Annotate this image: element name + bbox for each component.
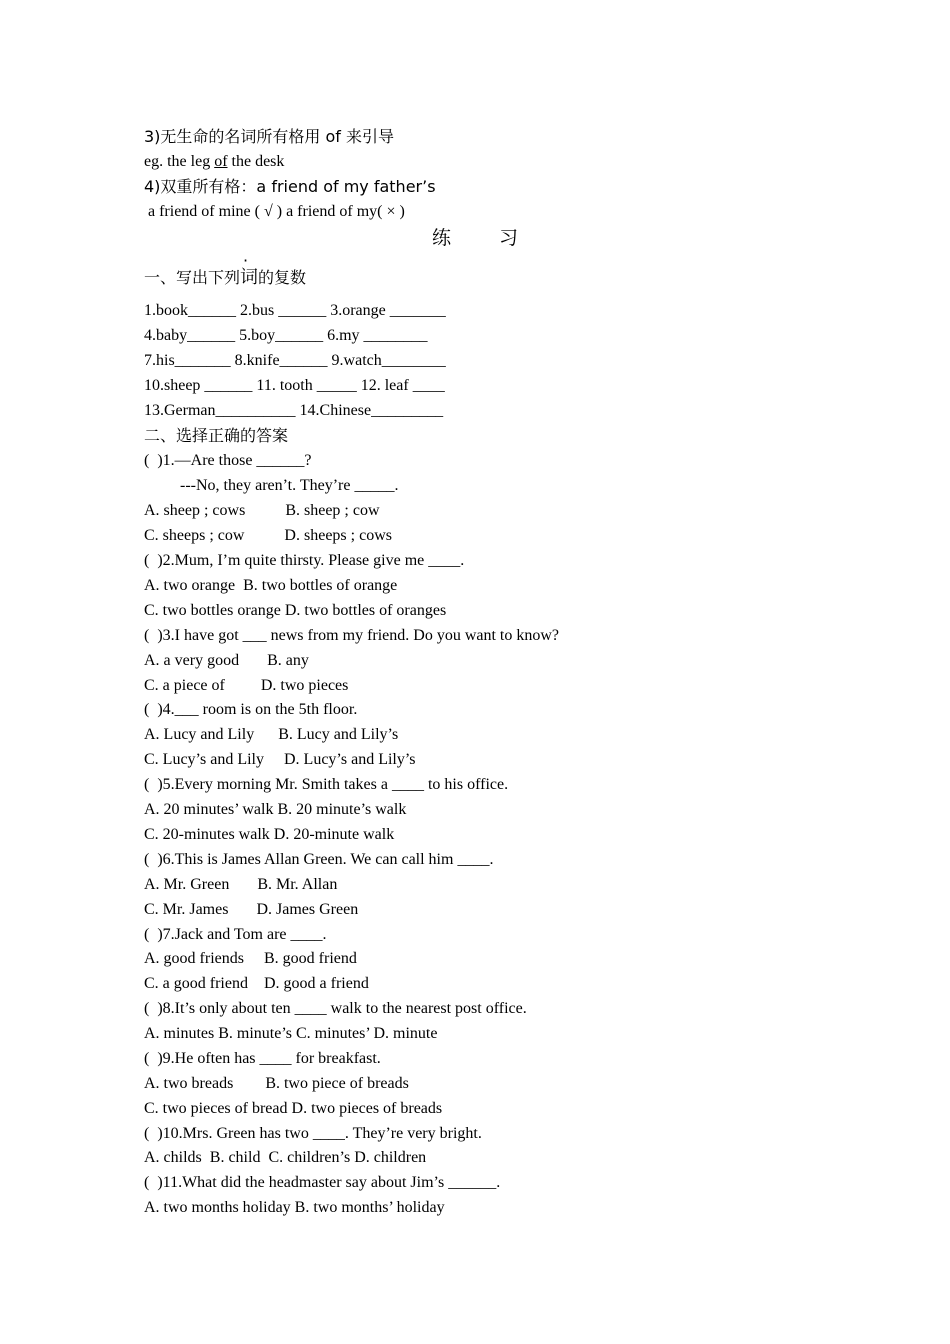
option-line: C. a good friend D. good a friend <box>144 975 369 992</box>
question-line: ( )5.Every morning Mr. Smith takes a ____ to his office. <box>144 776 509 793</box>
option-line: A. Lucy and Lily B. Lucy and Lily’s <box>144 726 399 743</box>
question-line: ( )10.Mrs. Green has two ____. They’re very bright. <box>144 1125 482 1142</box>
option-line: A. two months holiday B. two months’ holiday <box>144 1199 445 1216</box>
option-line: A. childs B. child C. children’s D. children <box>144 1149 427 1166</box>
option-line: C. a piece of D. two pieces <box>144 677 349 694</box>
note-4: 4)双重所有格：a friend of my father’s <box>144 177 436 196</box>
exercise-title-char-2: 习 <box>499 227 519 249</box>
option-line: A. minutes B. minute’s C. minutes’ D. minute <box>144 1025 438 1042</box>
note-3-example-pre: eg. the leg <box>144 153 215 170</box>
option-line: C. Mr. James D. James Green <box>144 901 359 918</box>
option-line: C. sheeps ; cow D. sheeps ; cows <box>144 527 392 544</box>
exercise-title <box>0 226 950 251</box>
option-line: A. two orange B. two bottles of orange <box>144 577 398 594</box>
question-line: ( )3.I have got ___ news from my friend. Do you want to know? <box>144 627 560 644</box>
option-line: C. 20-minutes walk D. 20-minute walk <box>144 826 395 843</box>
option-line: A. good friends B. good friend <box>144 950 357 967</box>
option-line: C. Lucy’s and Lily D. Lucy’s and Lily’s <box>144 751 416 768</box>
question-line: ( )6.This is James Allan Green. We can call him ____. <box>144 851 494 868</box>
exercise-title-char-1: 练 <box>431 227 451 249</box>
question-line: ( )2.Mum, I’m quite thirsty. Please give me ____. <box>144 552 465 569</box>
plural-row: 10.sheep ______ 11. tooth _____ 12. leaf ____ <box>144 377 445 394</box>
plural-row: 7.his_______ 8.knife______ 9.watch________ <box>144 352 446 369</box>
section-1-heading-emphasis: 词 <box>240 267 259 288</box>
question-line: ---No, they aren’t. They’re _____. <box>144 477 399 494</box>
plural-row: 4.baby______ 5.boy______ 6.my ________ <box>144 327 428 344</box>
note-3: 3)无生命的名词所有格用 of 来引导 <box>144 127 395 146</box>
option-line: C. two pieces of bread D. two pieces of breads <box>144 1100 443 1117</box>
question-line: ( )7.Jack and Tom are ____. <box>144 926 327 943</box>
option-line: A. sheep ; cows B. sheep ; cow <box>144 502 380 519</box>
section-2-heading: 二、选择正确的答案 <box>144 426 289 445</box>
plural-row: 13.German__________ 14.Chinese_________ <box>144 402 444 419</box>
note-4-example: a friend of mine ( √ ) a friend of my( × ) <box>144 203 405 220</box>
question-line: ( )11.What did the headmaster say about Jim’s ______. <box>144 1174 501 1191</box>
note-3-example-post: the desk <box>227 153 285 170</box>
section-1-heading-post: 的复数 <box>258 268 307 287</box>
note-3-example-of: of <box>214 153 228 170</box>
question-line: ( )8.It’s only about ten ____ walk to the nearest post office. <box>144 1000 527 1017</box>
note-3-example <box>144 152 284 172</box>
question-line: ( )9.He often has ____ for breakfast. <box>144 1050 381 1067</box>
plural-row: 1.book______ 2.bus ______ 3.orange _______ <box>144 302 446 319</box>
option-line: A. Mr. Green B. Mr. Allan <box>144 876 338 893</box>
question-line: ( )1.—Are those ______? <box>144 452 312 469</box>
section-1-heading <box>144 268 306 288</box>
option-line: A. two breads B. two piece of breads <box>144 1075 409 1092</box>
option-line: C. two bottles orange D. two bottles of oranges <box>144 602 447 619</box>
option-line: A. 20 minutes’ walk B. 20 minute’s walk <box>144 801 407 818</box>
option-line: A. a very good B. any <box>144 652 309 669</box>
section-1-heading-pre: 一、写出下列 <box>144 268 241 287</box>
question-line: ( )4.___ room is on the 5th floor. <box>144 701 358 718</box>
